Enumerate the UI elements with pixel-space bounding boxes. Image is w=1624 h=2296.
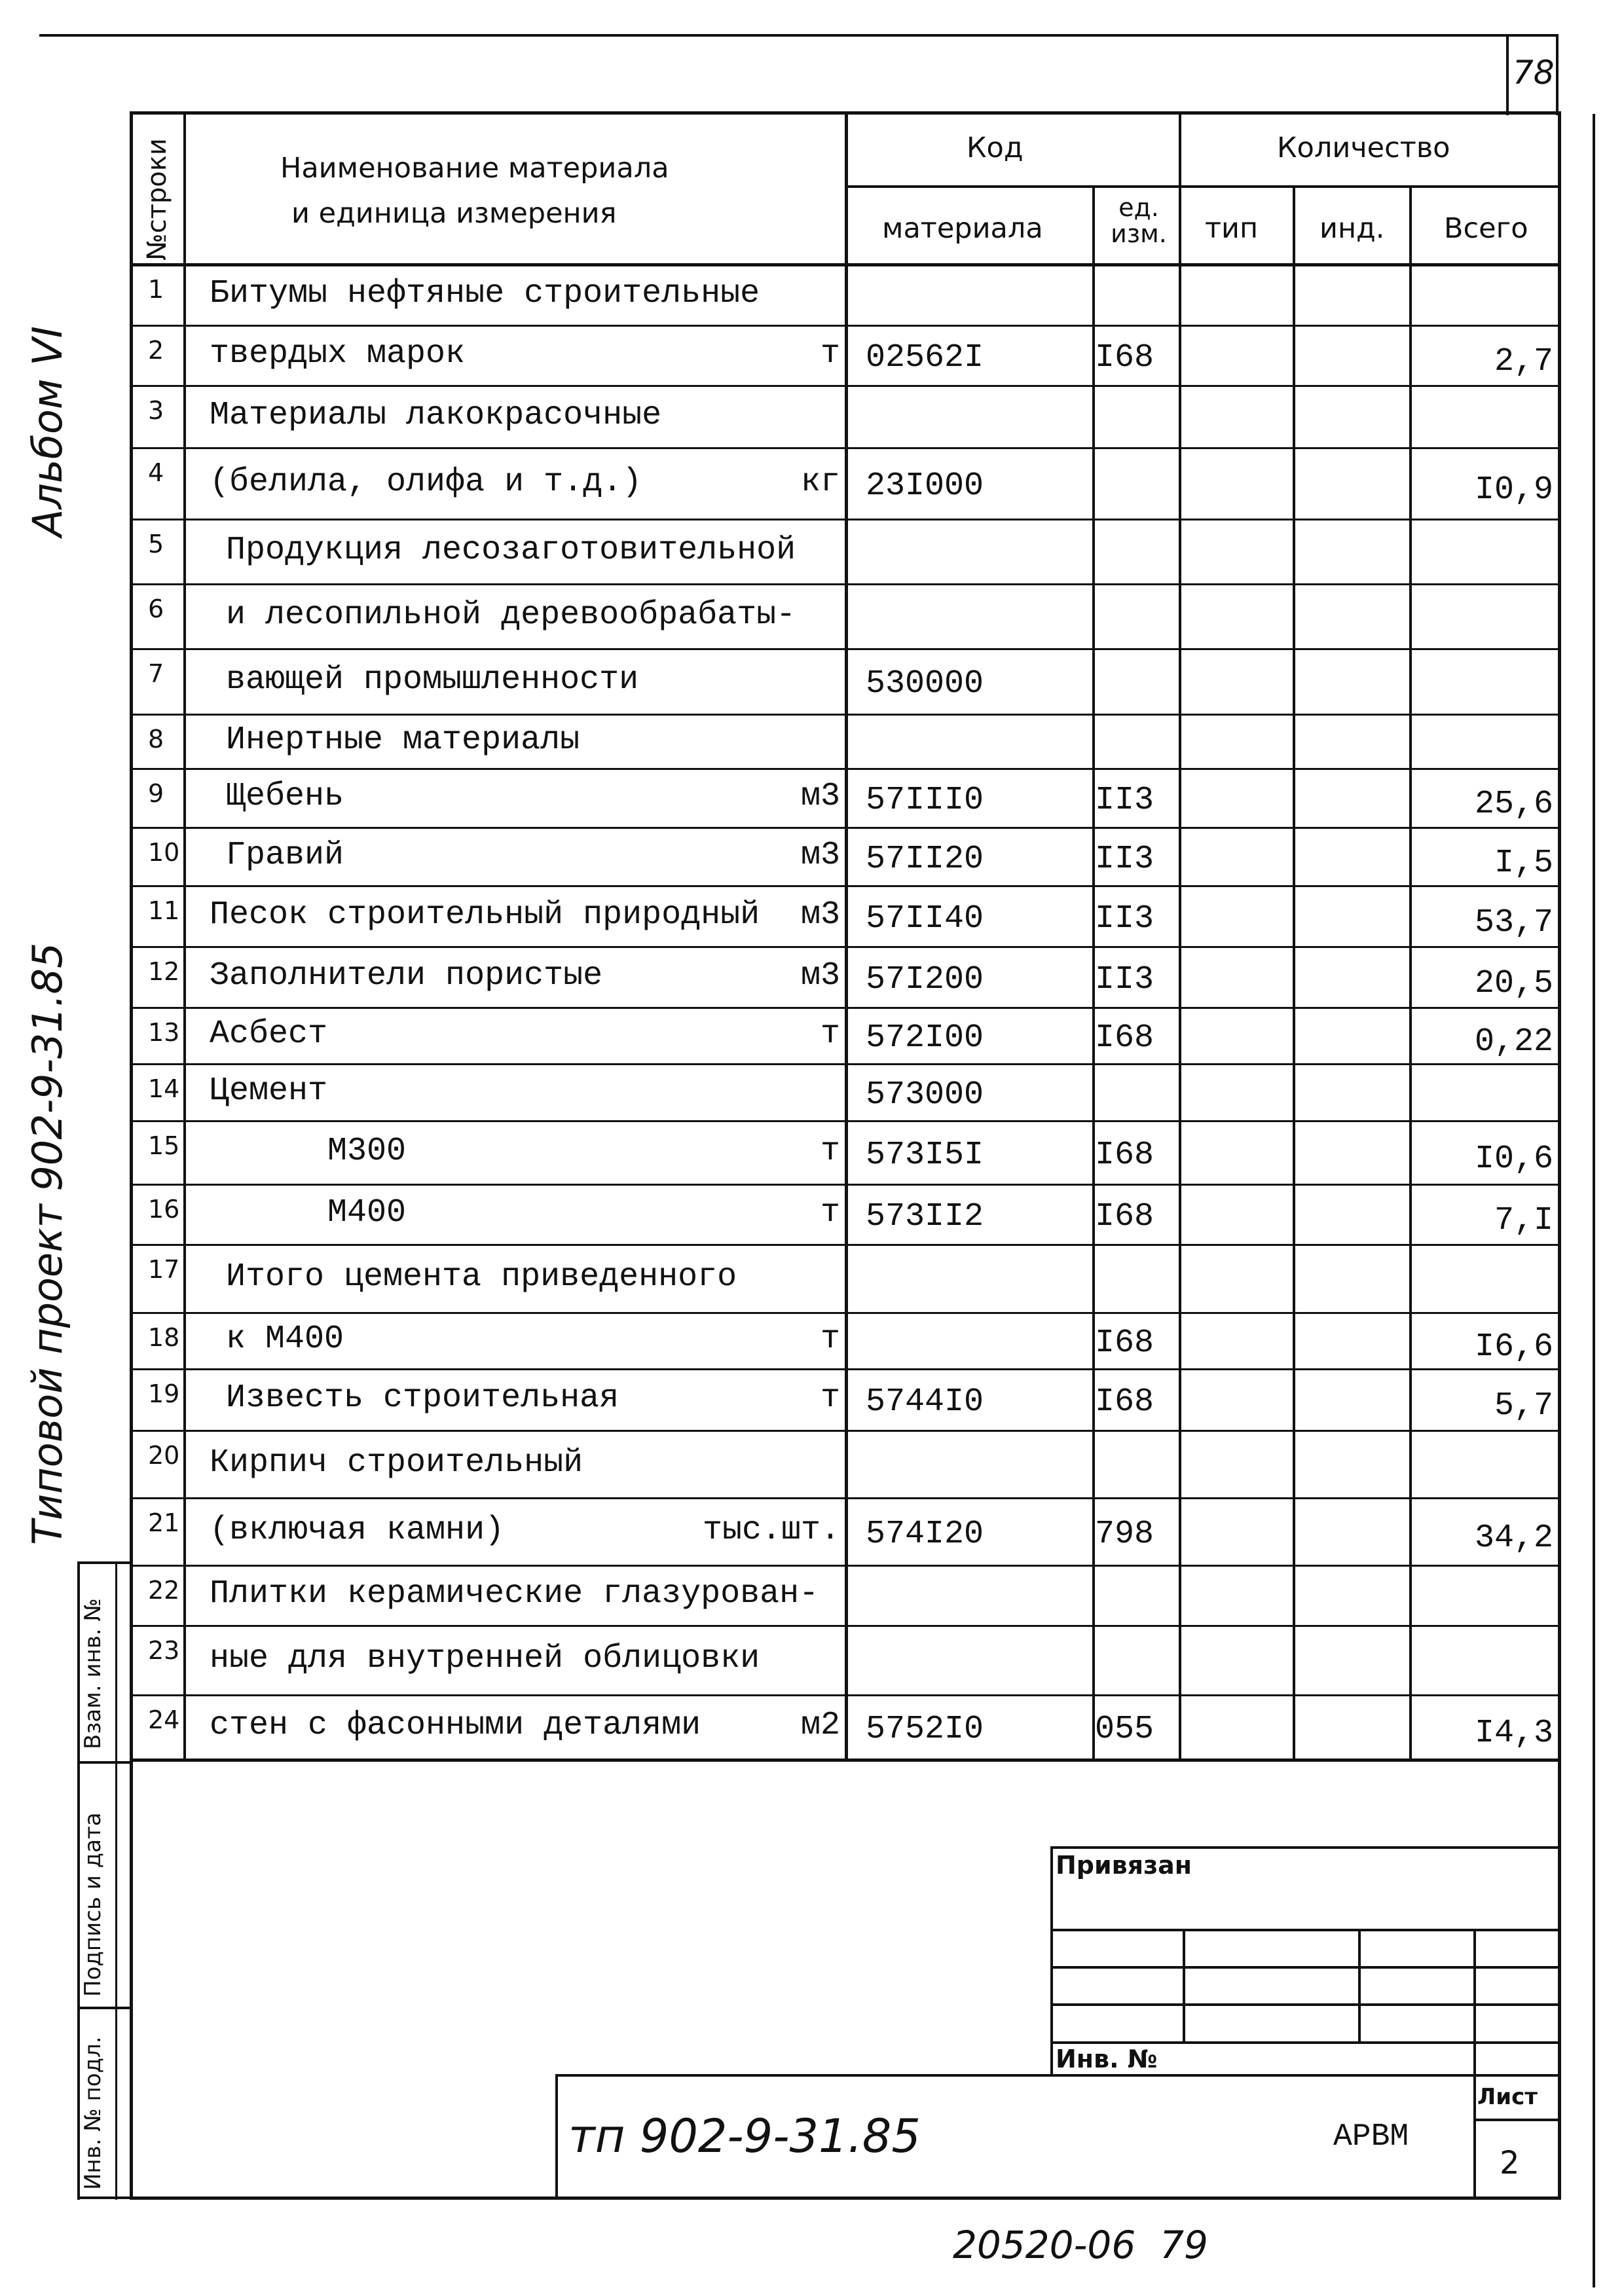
row-number: 9 (148, 779, 164, 808)
row-separator (131, 1063, 1561, 1065)
material-name: М300 (327, 1133, 407, 1170)
row-number: 22 (148, 1576, 180, 1605)
header-mid-line (845, 185, 1561, 188)
row-number: 13 (148, 1018, 180, 1047)
row-separator (131, 946, 1561, 948)
material-name: (включая камни) (210, 1512, 505, 1549)
row-number: 1 (148, 275, 164, 304)
side-label-project: Типовой проект 902-9-31.85 (24, 942, 71, 1545)
material-unit: м2 (800, 1707, 840, 1744)
material-name: Цемент (210, 1072, 328, 1110)
material-code: 572I00 (866, 1019, 984, 1057)
quantity-total: 34,2 (1474, 1520, 1553, 1557)
tb-main-top (555, 2074, 1561, 2077)
material-code: 02562I (866, 339, 984, 376)
unit-code: 798 (1095, 1516, 1154, 1553)
frame-right-line (1593, 114, 1595, 2287)
tb-vline-2 (1358, 1929, 1361, 2043)
tb-main-left (555, 2074, 558, 2198)
material-unit: м3 (800, 896, 840, 934)
row-number: 21 (148, 1508, 180, 1537)
row-number: 17 (148, 1255, 180, 1284)
material-code: 57I200 (866, 961, 984, 998)
material-code: 573II2 (866, 1198, 984, 1235)
material-name: Асбест (210, 1015, 328, 1053)
material-name: и лесопильной деревообрабаты- (226, 596, 796, 634)
material-name: Итого цемента приведенного (226, 1258, 737, 1296)
material-unit: м3 (800, 957, 840, 994)
material-unit: т (820, 1379, 840, 1417)
material-name: к М400 (226, 1321, 344, 1358)
stamp-bottom-line (77, 2196, 131, 2199)
row-number: 19 (148, 1379, 180, 1408)
material-unit: кг (800, 464, 840, 501)
tb-section: АРВМ (1333, 2119, 1409, 2155)
row-separator (131, 1625, 1561, 1627)
unit-code: I68 (1095, 1137, 1154, 1174)
material-code: 5744I0 (866, 1383, 984, 1421)
tb-privyazan: Привязан (1056, 1851, 1192, 1880)
row-separator (131, 1312, 1561, 1314)
table-left-line (130, 111, 133, 2200)
material-unit: т (820, 1133, 840, 1170)
row-number: 11 (148, 896, 180, 925)
row-separator (131, 1565, 1561, 1567)
tb-vline-3 (1473, 1929, 1476, 2197)
tb-line-4 (1050, 2041, 1561, 2044)
row-number: 7 (148, 659, 164, 688)
row-separator (131, 447, 1561, 449)
quantity-total: 7,I (1494, 1202, 1553, 1239)
quantity-total: 2,7 (1494, 343, 1553, 380)
row-number: 12 (148, 957, 180, 986)
row-number: 4 (148, 458, 164, 487)
material-name: Известь строительная (226, 1379, 619, 1417)
tb-line-2 (1050, 1966, 1561, 1969)
row-number: 2 (148, 336, 164, 365)
row-separator (131, 1244, 1561, 1246)
col-line-ind (1409, 185, 1412, 1760)
tb-inv-no: Инв. № (1056, 2045, 1158, 2073)
row-separator (131, 1497, 1561, 1499)
row-separator (131, 885, 1561, 887)
row-number: 3 (148, 396, 164, 425)
tb-sheet-mid (1473, 2119, 1561, 2121)
row-separator (131, 1430, 1561, 1432)
row-separator (131, 1368, 1561, 1370)
quantity-total: 5,7 (1494, 1387, 1553, 1425)
page-number-box-right (1556, 34, 1559, 115)
header-name-line1: Наименование материала (280, 152, 669, 185)
material-name: Заполнители пористые (210, 957, 603, 994)
material-name: вающей промышленности (226, 661, 639, 699)
material-code: 57II20 (866, 841, 984, 878)
material-name: стен с фасонными деталями (210, 1707, 701, 1744)
header-code: Код (967, 132, 1024, 164)
material-code: 530000 (866, 665, 984, 702)
unit-code: 055 (1095, 1711, 1154, 1748)
footer-code: 20520-06 79 (953, 2223, 1208, 2267)
header-quantity: Количество (1277, 132, 1450, 164)
material-unit: т (820, 335, 840, 373)
row-separator (131, 1184, 1561, 1186)
material-name: ные для внутренней облицовки (210, 1640, 760, 1677)
tb-privyazan-top (1050, 1846, 1561, 1849)
unit-code: I68 (1095, 339, 1154, 376)
row-separator (131, 827, 1561, 829)
col-line-rowno (183, 111, 186, 1760)
header-q-total: Всего (1444, 212, 1528, 245)
tb-line-1 (1050, 1929, 1561, 1931)
row-separator (131, 519, 1561, 520)
row-number: 23 (148, 1636, 180, 1665)
tb-vline-1 (1183, 1929, 1185, 2043)
material-name: М400 (327, 1194, 407, 1231)
material-code: 573000 (866, 1076, 984, 1114)
material-code: 23I000 (866, 467, 984, 505)
material-code: 57III0 (866, 782, 984, 819)
quantity-total: 25,6 (1474, 786, 1553, 823)
row-number: 18 (148, 1323, 180, 1352)
row-number: 15 (148, 1131, 180, 1160)
row-separator (131, 648, 1561, 650)
page-number: 78 (1513, 54, 1555, 92)
stamp-inv-podl: Инв. № подл. (80, 2036, 106, 2190)
row-number: 24 (148, 1705, 180, 1734)
material-name: Продукция лесозаготовительной (226, 532, 796, 569)
row-separator (131, 714, 1561, 716)
material-name: Инертные материалы (226, 721, 580, 759)
row-separator (131, 385, 1561, 387)
table-body-bottom (131, 1758, 1561, 1762)
unit-code: I68 (1095, 1198, 1154, 1235)
quantity-total: I,5 (1494, 845, 1553, 882)
stamp-top-line (77, 1561, 131, 1564)
material-unit: т (820, 1194, 840, 1231)
frame-top-line (39, 34, 1559, 37)
table-bottom-line (130, 2196, 1561, 2200)
header-code-material: материала (882, 212, 1043, 245)
material-code: 57II40 (866, 900, 984, 938)
tb-sheet-label: Лист (1477, 2084, 1538, 2110)
material-name: (белила, олифа и т.д.) (210, 464, 642, 501)
quantity-total: I6,6 (1474, 1328, 1553, 1366)
stamp-divider-2 (77, 2007, 131, 2009)
material-name: Гравий (226, 837, 344, 874)
material-name: Битумы нефтяные строительные (210, 275, 760, 312)
header-row-number: №строки (142, 138, 172, 261)
tb-sheet-no: 2 (1500, 2145, 1520, 2181)
unit-code: I68 (1095, 1019, 1154, 1057)
material-unit: т (820, 1015, 840, 1053)
row-number: 10 (148, 838, 180, 867)
stamp-podpis-data: Подпись и дата (80, 1812, 106, 1997)
material-name: Кирпич строительный (210, 1444, 583, 1482)
unit-code: II3 (1095, 900, 1154, 938)
row-number: 6 (148, 594, 164, 623)
material-unit: м3 (800, 837, 840, 874)
material-name: Материалы лакокрасочные (210, 397, 662, 434)
material-name: Щебень (226, 778, 344, 815)
stamp-vzam-inv: Взам. инв. № (80, 1598, 106, 1749)
row-number: 14 (148, 1074, 180, 1103)
material-name: твердых марок (210, 335, 466, 373)
tb-designation: тп 902-9-31.85 (568, 2109, 921, 2163)
tb-line-3 (1050, 2003, 1561, 2006)
quantity-total: I0,9 (1474, 471, 1553, 509)
table-right-line (1558, 111, 1561, 2200)
material-unit: тыс.шт. (702, 1512, 840, 1549)
row-number: 5 (148, 530, 164, 558)
row-separator (131, 1694, 1561, 1696)
col-line-type (1293, 185, 1295, 1760)
row-separator (131, 1120, 1561, 1122)
header-name-line2: и единица измерения (291, 197, 617, 230)
material-code: 573I5I (866, 1137, 984, 1174)
unit-code: II3 (1095, 782, 1154, 819)
quantity-total: 20,5 (1474, 965, 1553, 1002)
row-separator (131, 583, 1561, 585)
unit-code: I68 (1095, 1383, 1154, 1421)
quantity-total: I4,3 (1474, 1715, 1553, 1752)
quantity-total: 53,7 (1474, 904, 1553, 941)
stamp-divider-1 (77, 1761, 131, 1764)
quantity-total: I0,6 (1474, 1140, 1553, 1178)
material-name: Плитки керамические глазурован- (210, 1575, 819, 1613)
material-code: 5752I0 (866, 1711, 984, 1748)
side-label-album: Альбом VI (24, 326, 71, 537)
row-number: 8 (148, 725, 164, 754)
header-code-unit: ед. изм. (1111, 193, 1167, 248)
unit-code: I68 (1095, 1324, 1154, 1362)
row-separator (131, 1007, 1561, 1009)
row-separator (131, 325, 1561, 327)
row-separator (131, 768, 1561, 770)
row-number: 16 (148, 1195, 180, 1224)
stamp-inner-line (115, 1561, 117, 2200)
material-code: 574I20 (866, 1516, 984, 1553)
quantity-total: 0,22 (1474, 1023, 1553, 1061)
material-unit: т (820, 1321, 840, 1358)
material-unit: м3 (800, 778, 840, 815)
unit-code: II3 (1095, 841, 1154, 878)
unit-code: II3 (1095, 961, 1154, 998)
col-line-name (845, 111, 848, 1760)
col-line-unit (1179, 111, 1181, 1760)
header-q-type: тип (1205, 212, 1259, 245)
row-number: 20 (148, 1441, 180, 1470)
page-number-box-left (1506, 34, 1509, 115)
header-q-ind: инд. (1320, 212, 1385, 245)
material-name: Песок строительный природный (210, 896, 760, 934)
